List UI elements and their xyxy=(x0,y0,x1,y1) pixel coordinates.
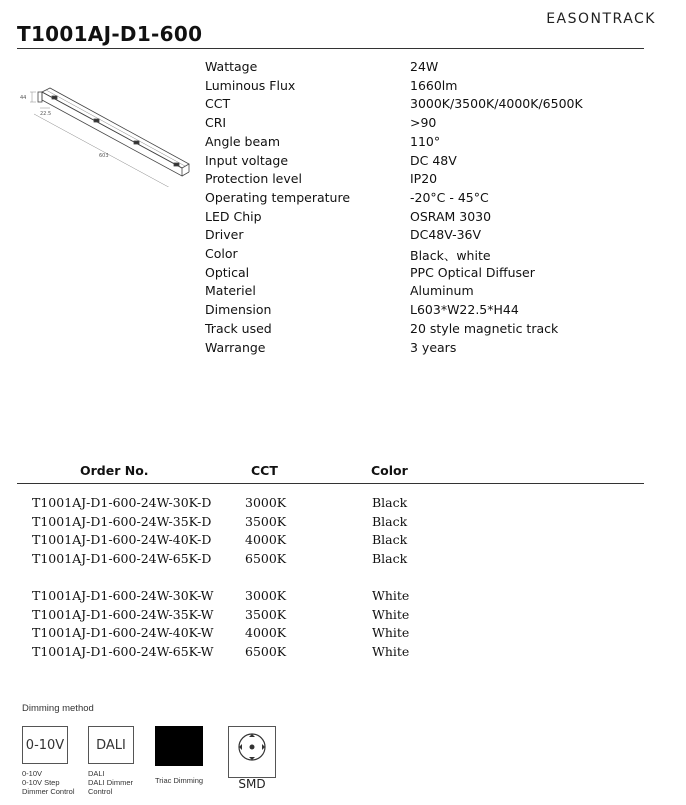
spec-value: L603*W22.5*H44 xyxy=(410,302,519,318)
spec-label: Driver xyxy=(205,227,244,243)
spec-value: PPC Optical Diffuser xyxy=(410,264,535,280)
order-number: T1001AJ-D1-600-24W-40K-D xyxy=(32,532,212,548)
color-header: Color xyxy=(371,463,408,478)
smd-box xyxy=(228,726,276,778)
order-cct: 4000K xyxy=(245,532,287,548)
spec-label: Color xyxy=(205,246,238,261)
spec-value: OSRAM 3030 xyxy=(410,208,492,224)
table-row xyxy=(32,588,532,606)
spec-label: Input voltage xyxy=(205,152,289,168)
spec-row xyxy=(205,190,625,208)
spec-row xyxy=(205,115,625,133)
dimming-0-10v-caption xyxy=(22,769,75,796)
spec-label: Materiel xyxy=(205,283,256,299)
order-number: T1001AJ-D1-600-24W-30K-D xyxy=(32,495,212,510)
spec-value: IP20 xyxy=(410,171,438,187)
spec-row xyxy=(205,283,625,301)
smd-label: SMD xyxy=(238,777,266,791)
dimming-dali-box xyxy=(88,726,134,764)
spec-label: Wattage xyxy=(205,59,258,74)
spec-row xyxy=(205,246,625,264)
smd-chip-icon xyxy=(235,731,269,763)
table-row xyxy=(32,625,532,643)
order-color: Black xyxy=(372,551,408,567)
table-row xyxy=(32,532,532,550)
spec-row xyxy=(205,340,625,358)
dim-width-label: 22.5 xyxy=(40,111,52,117)
spec-value: 3000K/3500K/4000K/6500K xyxy=(410,96,583,112)
caption-line: 0-10V Step xyxy=(22,778,60,787)
table-row xyxy=(32,644,532,662)
order-color: White xyxy=(372,644,410,660)
spec-label: Warrange xyxy=(205,339,266,355)
spec-row xyxy=(205,78,625,96)
order-color: Black xyxy=(372,513,408,529)
dimming-0-10v-box xyxy=(22,726,68,764)
spec-value: 3 years xyxy=(410,339,457,355)
order-cct: 3500K xyxy=(245,513,287,529)
spec-label: Angle beam xyxy=(205,133,281,149)
order-no-header: Order No. xyxy=(80,463,149,478)
spec-value: -20°C - 45°C xyxy=(410,189,489,205)
order-cct: 3000K xyxy=(245,588,287,603)
order-cct: 4000K xyxy=(245,625,287,641)
spec-value: 110° xyxy=(410,133,441,149)
table-row xyxy=(32,514,532,532)
caption-line: Control xyxy=(88,787,113,796)
order-table-divider xyxy=(17,483,644,484)
dimming-0-10v-label: 0-10V xyxy=(25,737,65,753)
order-color: White xyxy=(372,606,410,622)
spec-value: >90 xyxy=(410,115,437,131)
order-color: Black xyxy=(372,495,408,510)
product-drawing xyxy=(14,82,194,187)
order-number: T1001AJ-D1-600-24W-30K-W xyxy=(32,588,214,603)
order-cct: 3500K xyxy=(245,606,287,622)
order-cct: 6500K xyxy=(245,551,287,567)
spec-row xyxy=(205,209,625,227)
spec-label: CCT xyxy=(205,96,231,112)
dimming-method-title: Dimming method xyxy=(22,703,94,714)
table-row xyxy=(32,607,532,625)
order-number: T1001AJ-D1-600-24W-35K-D xyxy=(32,513,212,529)
spec-value: Black、white xyxy=(410,248,491,263)
order-color: Black xyxy=(372,532,408,548)
spec-row xyxy=(205,265,625,283)
spec-label: Protection level xyxy=(205,171,302,187)
dim-length-label: 603 xyxy=(99,153,109,159)
order-number: T1001AJ-D1-600-24W-65K-W xyxy=(32,644,214,660)
caption-line: DALI xyxy=(88,769,105,778)
order-cct: 6500K xyxy=(245,644,287,660)
order-number: T1001AJ-D1-600-24W-40K-W xyxy=(32,625,214,641)
table-row xyxy=(32,551,532,569)
brand-logo: EASONTRACK xyxy=(546,11,656,27)
order-color: White xyxy=(372,588,410,603)
triac-dimming-caption: Triac Dimming xyxy=(155,776,204,785)
spec-row xyxy=(205,321,625,339)
triac-dimming-box xyxy=(155,726,203,766)
spec-value: Aluminum xyxy=(410,283,474,299)
spec-label: LED Chip xyxy=(205,208,262,224)
dim-height-label: 44 xyxy=(20,95,27,101)
title-divider xyxy=(17,48,644,49)
spec-value: 24W xyxy=(410,59,439,74)
spec-value: 20 style magnetic track xyxy=(410,320,559,336)
spec-row xyxy=(205,227,625,245)
order-number: T1001AJ-D1-600-24W-65K-D xyxy=(32,551,212,567)
spec-row xyxy=(205,171,625,189)
spec-label: Track used xyxy=(205,320,272,336)
spec-row xyxy=(205,302,625,320)
spec-row xyxy=(205,153,625,171)
spec-label: Dimension xyxy=(205,302,272,318)
spec-row xyxy=(205,96,625,114)
dimming-dali-caption xyxy=(88,769,133,796)
spec-value: 1660lm xyxy=(410,77,458,93)
spec-value: DC48V-36V xyxy=(410,227,482,243)
page-title: T1001AJ-D1-600 xyxy=(17,22,203,46)
order-cct: 3000K xyxy=(245,495,287,510)
spec-row xyxy=(205,59,625,77)
spec-label: Optical xyxy=(205,264,250,280)
spec-label: Operating temperature xyxy=(205,189,351,205)
cct-header: CCT xyxy=(251,463,278,478)
caption-line: 0-10V xyxy=(22,769,43,778)
table-row xyxy=(32,495,532,513)
spec-value: DC 48V xyxy=(410,152,457,168)
spec-label: Luminous Flux xyxy=(205,77,296,93)
spec-label: CRI xyxy=(205,115,227,131)
order-color: White xyxy=(372,625,410,641)
spec-row xyxy=(205,134,625,152)
dimming-dali-label: DALI xyxy=(96,737,126,753)
order-number: T1001AJ-D1-600-24W-35K-W xyxy=(32,606,214,622)
caption-line: DALI Dimmer xyxy=(88,778,134,787)
caption-line: Dimmer Control xyxy=(22,787,75,796)
